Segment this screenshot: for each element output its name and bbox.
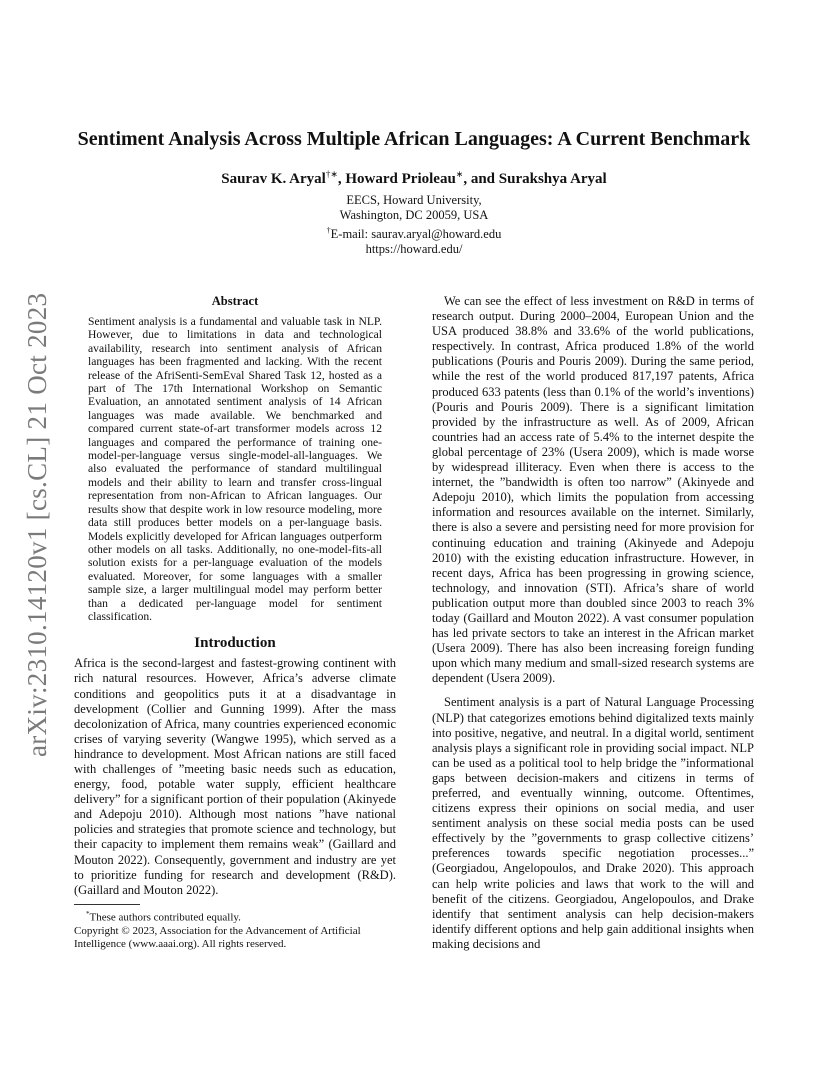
abstract-text: Sentiment analysis is a fundamental and valuable task in NLP. However, due to limitations in data and technological availability, research into sentiment analysis of African languages has been fragmented and lacking. With the recent release of the AfriSenti-SemEval Shared Task 12, hosted as a part of The 17th International Workshop on Semantic Evaluation, an annotated sentiment analysis of 14 African languages was made available. We benchmarked and compared current state-of-art transformer models across 12 languages and compared the performance of training one-model-per-language versus single-model-all-languages. We also evaluated the performance of standard multilingual models and their ability to learn and transfer cross-lingual representation from non-African to African languages. Our results show that despite work in low resource modeling, more data still produces better models on a per-language basis. Models explicitly developed for African languages outperform other models on all tasks. Additionally, no one-model-fits-all solution exists for a per-language evaluation of the models evaluated. Moreover, for some languages with a smaller sample size, a larger multilingual model may perform better than a dedicated per-language model for sentiment classification. [88,315,382,623]
arxiv-identifier: arXiv:2310.14120v1 [cs.CL] 21 Oct 2023 [22,292,52,758]
email-mark: † [326,226,331,235]
paper-title: Sentiment Analysis Across Multiple African Languages: A Current Benchmark [77,128,751,150]
author-separator: , and [463,171,499,187]
copyright-notice: Copyright © 2023, Association for the Advancement of Artificial Intelligence (www.aaai.org). All rights reserved. [74,924,361,950]
affiliation-address: Washington, DC 20059, USA [339,208,489,222]
abstract-heading: Abstract [211,294,259,308]
author-name: Howard Prioleau [345,171,456,187]
author-name: Saurav K. Aryal [221,171,326,187]
affiliation-block [60,193,768,257]
footnote-mark: * [86,909,90,918]
right-column [432,294,754,952]
left-column [74,294,396,951]
author-marks: †∗ [325,169,338,179]
introduction-heading: Introduction [194,635,276,652]
affiliation-dept: EECS, Howard University, [346,193,482,207]
author-list [60,169,768,188]
author-separator: , [337,171,346,187]
body-paragraph: Sentiment analysis is a part of Natural Language Processing (NLP) that categorizes emotions behind digitalized texts mainly into positive, negative, and neutral. In a digital world, sentiment analysis plays a significant role in providing social impact. NLP can be used as a political tool to help bridge the ”informational gaps between decision-makers and citizens in terms of preferred, and eventually winning, outcome. Oftentimes, citizens express their opinions on social media, and user sentiment analysis on these social media posts can be used effectively by the ”governments to grasp collective citizens’ preferences towards specific negotiation processes...” (Georgiadou, Angelopoulos, and Drake 2020). This approach can help write policies and laws that work to the will and benefit of the citizens. Georgiadou, Angelopoulos, and Drake identify that sentiment analysis can help decision-makers identify different options and help gain additional insights when making decisions and [432,695,754,951]
body-paragraph: We can see the effect of less investment on R&D in terms of research output. During 2000–2004, European Union and the USA produced 38.8% and 33.6% of the world publications, respectively. In contrast, Africa produced 1.8% of the world publications (Pouris and Pouris 2009). During the same period, while the rest of the world produced 817,197 patents, Africa produced 633 patents (less than 0.1% of the world’s inventions) (Pouris and Pouris 2009). There is a significant limitation provided by the infrastructure as well. As of 2009, African countries had an access rate of 5.4% to the internet despite the global percentage of 23% (Usera 2009), which is made worse by widespread illiteracy. Even when there is access to the internet, the ”bandwidth is often too narrow” (Akinyede and Adepoju 2010), which limits the population from accessing information and resources available on the internet. Similarly, there is also a severe and persisting need for more provision for continuing education and training (Akinyede and Adepoju 2010) with the existing education infrastructure. However, in recent days, Africa has been progressing in growing science, technology, and innovation (STI). Africa’s share of world publication output more than doubled since 2003 to reach 3% today (Gaillard and Mouton 2022). A vast consumer population has led private sectors to take an interest in the African market (Usera 2009). There has also been increasing foreign funding upon which many medium and small-sized research systems are dependent (Usera 2009). [432,294,754,686]
introduction-paragraph: Africa is the second-largest and fastest-growing continent with rich natural resources. However, Africa’s adverse climate conditions and geopolitics puts it at a disadvantage in development (Collier and Gunning 1999). After the mass decolonization of Africa, many countries experienced economic crises of varying severity (Wangwe 1995), which served as a hindrance to development. Most African nations are still faced with challenges of ”meeting basic needs such as education, energy, food, potable water supply, efficient healthcare delivery” for a significant portion of their population (Akinyede and Adepoju 2010). Although most nations ”have national policies and strategies that promote science and technology, but their capacity to implement them remains weak” (Gaillard and Mouton 2022). Consequently, government and industry are yet to prioritize funding for research and development (R&D). (Gaillard and Mouton 2022). [74,656,396,897]
author-name: Surakshya Aryal [498,171,607,187]
footnote-rule [74,904,140,905]
affiliation-url: https://howard.edu/ [365,242,463,257]
affiliation-email [60,223,768,242]
email-text: E-mail: saurav.aryal@howard.edu [330,227,502,242]
footnote-equal-contribution [74,908,396,925]
author-marks: ∗ [455,169,464,179]
footnote-text: These authors contributed equally. [89,911,241,924]
